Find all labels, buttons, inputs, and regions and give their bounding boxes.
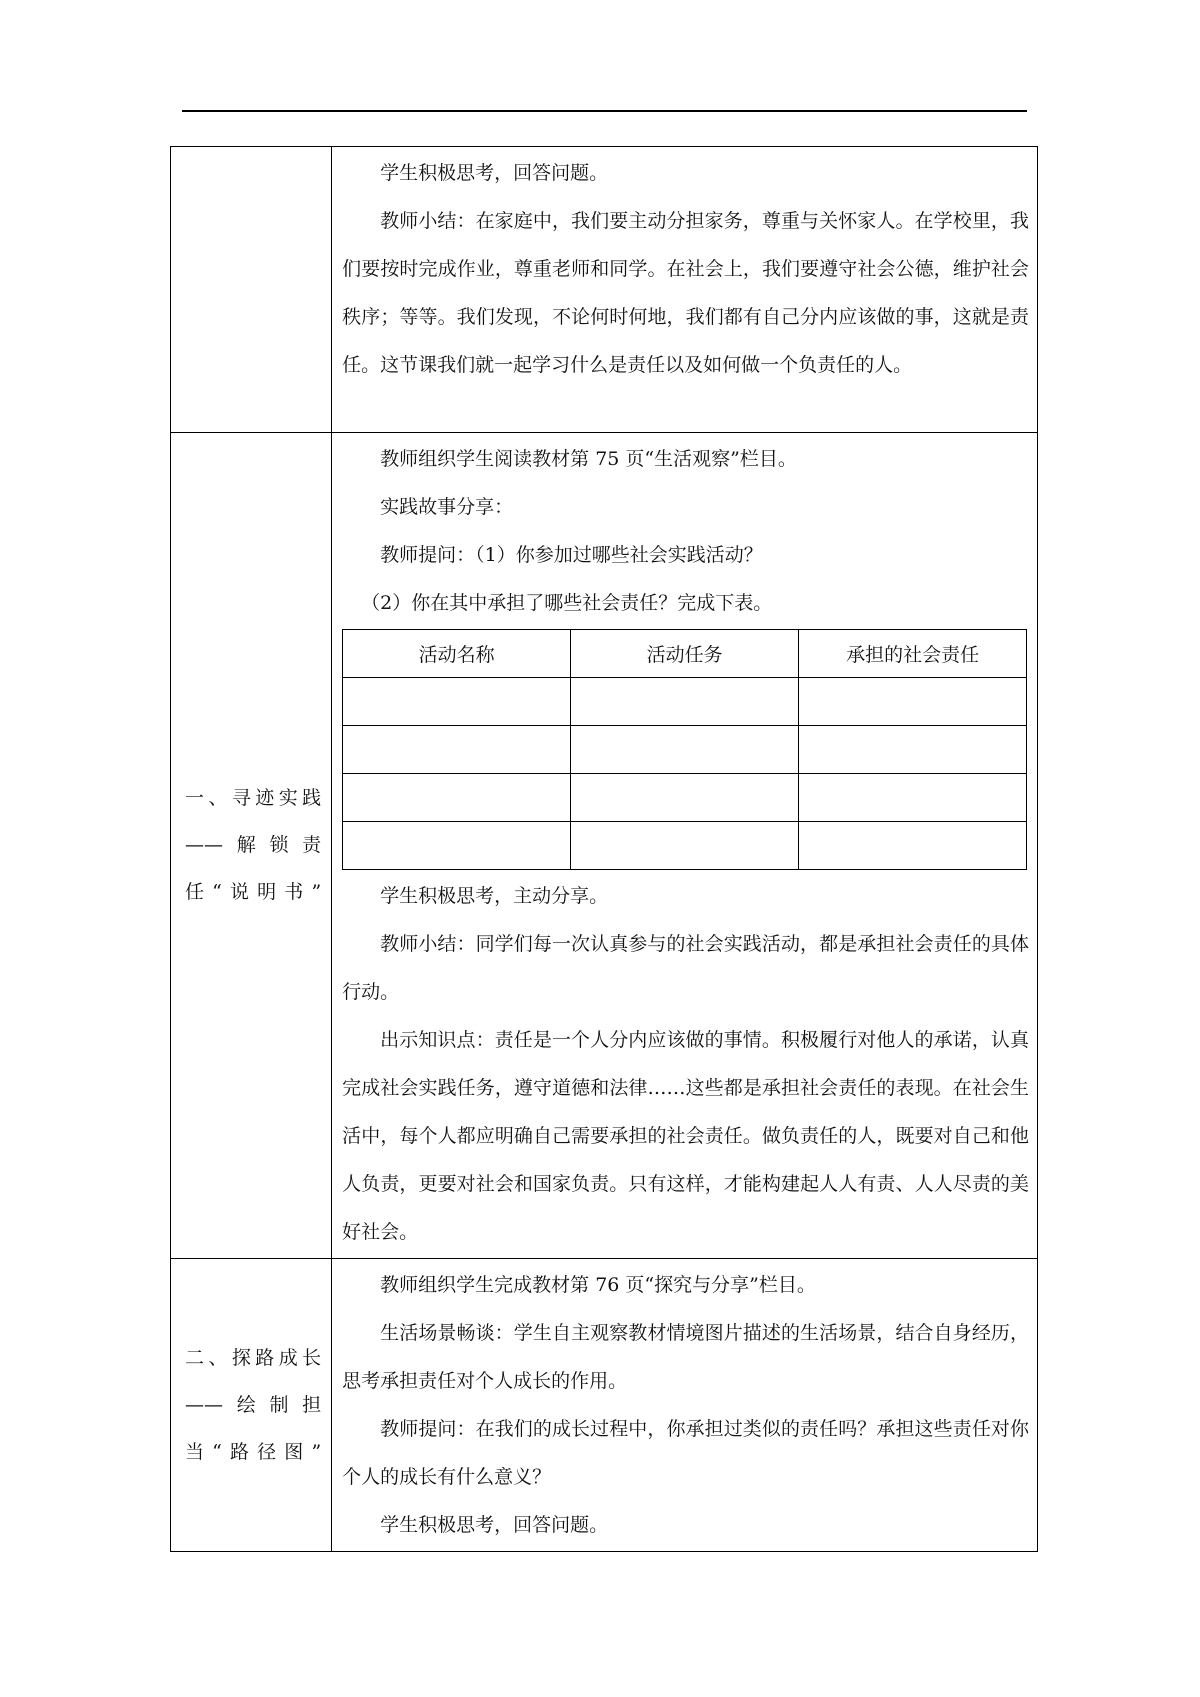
table-cell — [571, 678, 799, 726]
content-cell — [332, 147, 1038, 433]
table-cell — [799, 678, 1027, 726]
header-rule — [182, 110, 1027, 112]
paragraph: 实践故事分享： — [380, 496, 514, 518]
paragraph: 生活场景畅谈：学生自主观察教材情境图片描述的生活场景，结合自身经历，思考承担责任对个人成长的作用。 — [342, 1322, 1029, 1392]
table-cell — [343, 774, 571, 822]
activity-table-row — [343, 678, 1027, 726]
paragraph: （2）你在其中承担了哪些社会责任？完成下表。 — [361, 592, 773, 614]
paragraph: 教师提问：在我们的成长过程中，你承担过类似的责任吗？承担这些责任对你个人的成长有什么意义？ — [342, 1418, 1029, 1488]
table-cell — [571, 726, 799, 774]
paragraph: 学生积极思考，回答问题。 — [380, 162, 609, 184]
stage-cell — [171, 147, 332, 433]
column-header-activity-task: 活动任务 — [571, 630, 799, 678]
stage-title: 一、寻迹实践——解锁责任“说明书” — [185, 787, 322, 903]
activity-table-row — [343, 822, 1027, 870]
column-header-social-responsibility: 承担的社会责任 — [799, 630, 1027, 678]
table-row — [171, 147, 1038, 433]
paragraph: 学生积极思考，回答问题。 — [380, 1514, 609, 1536]
table-row — [171, 1259, 1038, 1552]
table-cell — [343, 822, 571, 870]
content-cell — [332, 433, 1038, 1259]
table-cell — [571, 822, 799, 870]
stage-cell — [171, 433, 332, 1259]
table-row — [171, 433, 1038, 1259]
paragraph: 学生积极思考，主动分享。 — [380, 885, 609, 907]
column-header-activity-name: 活动名称 — [343, 630, 571, 678]
paragraph: 教师提问：（1）你参加过哪些社会实践活动？ — [380, 544, 763, 566]
paragraph: 教师小结：同学们每一次认真参与的社会实践活动，都是承担社会责任的具体行动。 — [342, 933, 1029, 1003]
table-cell — [799, 774, 1027, 822]
paragraph: 教师组织学生完成教材第 76 页“探究与分享”栏目。 — [380, 1274, 816, 1296]
table-cell — [343, 726, 571, 774]
content-cell — [332, 1259, 1038, 1552]
paragraph: 出示知识点：责任是一个人分内应该做的事情。积极履行对他人的承诺，认真完成社会实践任务，遵守道德和法律……这些都是承担社会责任的表现。在社会生活中，每个人都应明确自己需要承担的社会责任。做负责任的人，既要对自己和他人负责，更要对社会和国家负责。只有这样，才能构建起人人有责、人人尽责的美好社会。 — [342, 1029, 1029, 1243]
paragraph: 教师组织学生阅读教材第 75 页“生活观察”栏目。 — [380, 448, 797, 470]
paragraph: 教师小结：在家庭中，我们要主动分担家务，尊重与关怀家人。在学校里，我们要按时完成作业，尊重老师和同学。在社会上，我们要遵守社会公德，维护社会秩序；等等。我们发现，不论何时何地，我们都有自己分内应该做的事，这就是责任。这节课我们就一起学习什么是责任以及如何做一个负责任的人。 — [342, 210, 1029, 376]
stage-cell — [171, 1259, 332, 1552]
table-cell — [343, 678, 571, 726]
activity-table-row — [343, 726, 1027, 774]
activity-table — [342, 629, 1027, 870]
stage-title: 二、探路成长——绘制担当“路径图” — [185, 1346, 322, 1463]
activity-table-row — [343, 774, 1027, 822]
activity-table-header-row — [343, 630, 1027, 678]
table-cell — [571, 774, 799, 822]
lesson-plan-table — [170, 146, 1038, 1552]
table-cell — [799, 726, 1027, 774]
table-cell — [799, 822, 1027, 870]
